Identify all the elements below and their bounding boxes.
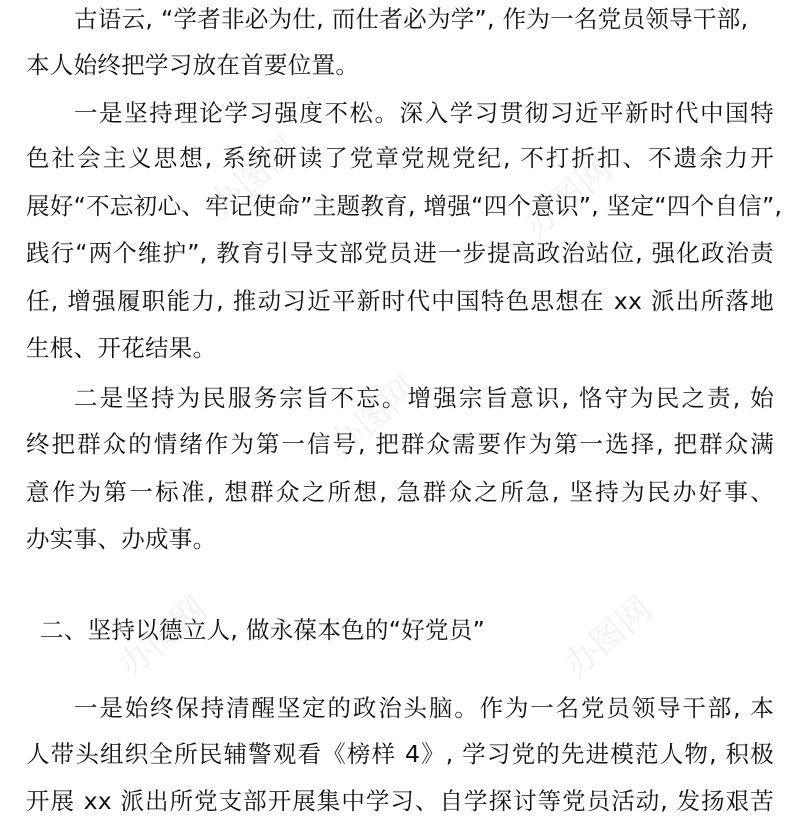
paragraph-service-line-1: 二是坚持为民服务宗旨不忘。增强宗旨意识, 恪守为民之责, 始	[74, 384, 774, 412]
paragraph-theory-line-1: 一是坚持理论学习强度不松。深入学习贯彻习近平新时代中国特	[74, 99, 774, 127]
paragraph-theory-line-6: 生根、开花结果。	[26, 334, 217, 362]
paragraph-theory-line-2: 色社会主义思想, 系统研读了党章党规党纪, 不打折扣、不遗余力开	[26, 144, 774, 172]
paragraph-intro-line-2: 本人始终把学习放在首要位置。	[26, 51, 360, 79]
paragraph-theory-line-3: 展好“不忘初心、牢记使命”主题教育, 增强“四个意识”, 坚定“四个自信”,	[26, 192, 783, 220]
paragraph-service-line-3: 意作为第一标准, 想群众之所想, 急群众之所急, 坚持为民办好事、	[26, 478, 774, 506]
paragraph-service-line-4: 办实事、办成事。	[26, 525, 217, 553]
paragraph-politics-line-1: 一是始终保持清醒坚定的政治头脑。作为一名党员领导干部, 本	[74, 694, 774, 722]
paragraph-intro-line-1: 古语云, “学者非必为仕, 而仕者必为学”, 作为一名党员领导干部,	[74, 5, 749, 33]
watermark: 办图网	[321, 369, 426, 466]
section-heading: 二、坚持以德立人, 做永葆本色的“好党员”	[40, 616, 486, 644]
paragraph-politics-line-2: 人带头组织全所民辅警观看《榜样 4》, 学习党的先进模范人物, 积极	[26, 740, 774, 768]
paragraph-politics-line-3: 开展 xx 派出所党支部开展集中学习、自学探讨等党员活动, 发扬艰苦	[26, 787, 774, 815]
watermark: 办图网	[556, 589, 661, 686]
paragraph-service-line-2: 终把群众的情绪作为第一信号, 把群众需要作为第一选择, 把群众满	[26, 430, 774, 458]
watermark: 办图网	[201, 129, 306, 226]
paragraph-theory-line-4: 践行“两个维护”, 教育引导支部党员进一步提高政治站位, 强化政治责	[26, 239, 774, 267]
watermark: 办图网	[516, 149, 621, 246]
paragraph-theory-line-5: 任, 增强履职能力, 推动习近平新时代中国特色思想在 xx 派出所落地	[26, 287, 774, 315]
watermark: 办图网	[111, 589, 216, 686]
